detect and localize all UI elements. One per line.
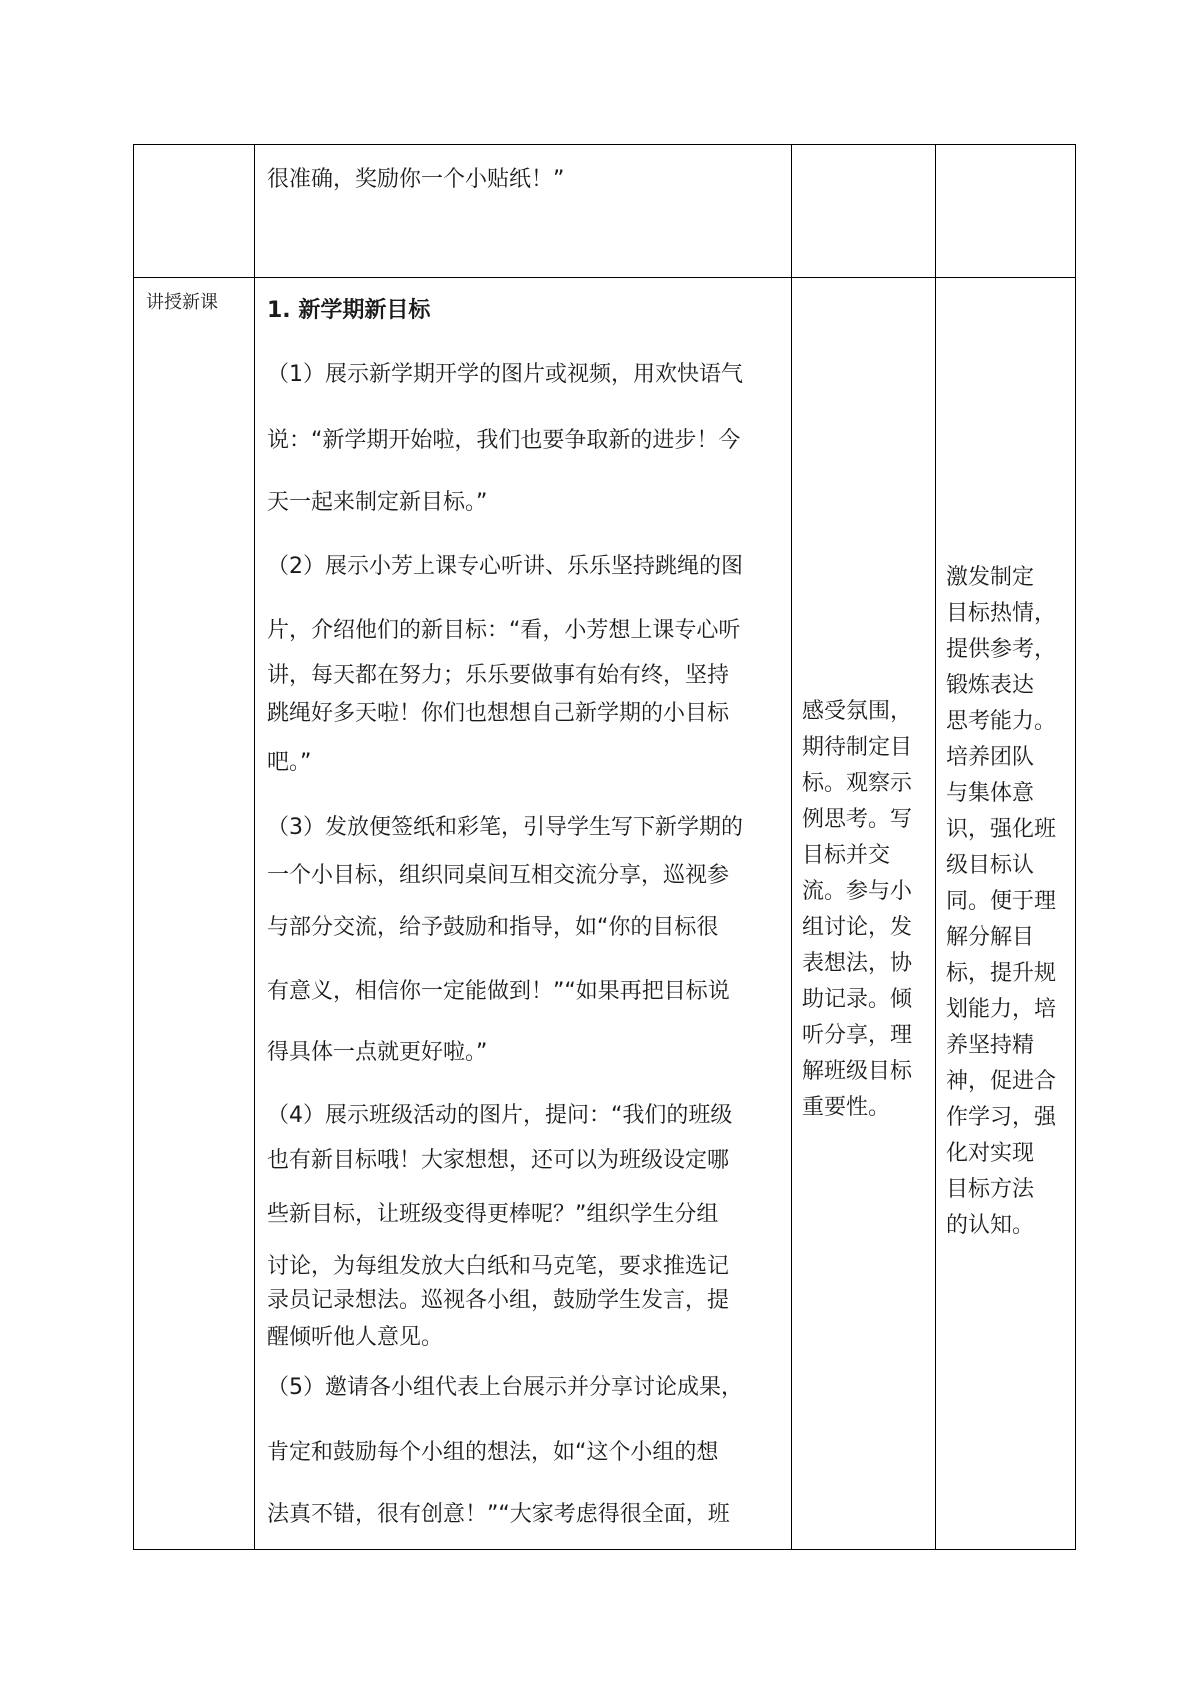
table-border-left (133, 144, 134, 1550)
top-row-content: 很准确，奖励你一个小贴纸！” (267, 167, 565, 192)
activity-line: 听分享，理 (802, 1023, 913, 1048)
design-intent (946, 560, 1076, 1244)
content-line: （1）展示新学期开学的图片或视频，用欢快语气 (267, 362, 743, 387)
intent-line: 思考能力。 (946, 709, 1057, 734)
section-label: 讲授新课 (146, 292, 218, 313)
content-line: 讲，每天都在努力；乐乐要做事有始有终，坚持 (267, 663, 730, 688)
activity-line: 流。参与小 (802, 879, 913, 904)
column-divider-2 (791, 144, 792, 1550)
intent-line: 级目标认 (946, 853, 1035, 878)
intent-line: 划能力，培 (946, 997, 1057, 1022)
content-line: 片，介绍他们的新目标：“看，小芳想上课专心听 (267, 618, 741, 643)
intent-line: 与集体意 (946, 781, 1035, 806)
intent-line: 解分解目 (946, 925, 1035, 950)
content-line: 一个小目标，组织同桌间互相交流分享，巡视参 (267, 863, 730, 888)
student-activity (802, 694, 942, 1126)
activity-line: 解班级目标 (802, 1059, 913, 1084)
content-line: 有意义，相信你一定能做到！”“如果再把目标说 (267, 979, 730, 1004)
section-heading: 1. 新学期新目标 (267, 298, 431, 323)
activity-line: 目标并交 (802, 843, 891, 868)
content-line: （4）展示班级活动的图片，提问：“我们的班级 (267, 1103, 733, 1128)
intent-line: 识，强化班 (946, 817, 1057, 842)
intent-line: 标，提升规 (946, 961, 1057, 986)
content-line: 说：“新学期开始啦，我们也要争取新的进步！今 (267, 428, 741, 453)
intent-line: 激发制定 (946, 565, 1035, 590)
content-line: 得具体一点就更好啦。” (267, 1040, 488, 1065)
content-line: 天一起来制定新目标。” (267, 490, 488, 515)
column-divider-1 (254, 144, 255, 1550)
intent-line: 目标热情， (946, 601, 1057, 626)
content-line: （5）邀请各小组代表上台展示并分享讨论成果， (267, 1375, 743, 1400)
activity-line: 组讨论，发 (802, 915, 913, 940)
intent-line: 作学习，强 (946, 1105, 1057, 1130)
intent-line: 化对实现 (946, 1141, 1035, 1166)
activity-line: 例思考。写 (802, 807, 913, 832)
intent-line: 提供参考， (946, 637, 1057, 662)
content-line: 些新目标，让班级变得更棒呢？”组织学生分组 (267, 1202, 719, 1227)
content-line: 也有新目标哦！大家想想，还可以为班级设定哪 (267, 1148, 730, 1173)
activity-line: 标。观察示 (802, 771, 913, 796)
content-line: 法真不错，很有创意！”“大家考虑得很全面，班 (267, 1502, 730, 1527)
intent-line: 同。便于理 (946, 889, 1057, 914)
intent-line: 目标方法 (946, 1177, 1035, 1202)
content-line: 录员记录想法。巡视各小组，鼓励学生发言，提 (267, 1288, 730, 1313)
content-line: 与部分交流，给予鼓励和指导，如“你的目标很 (267, 915, 719, 940)
intent-line: 神，促进合 (946, 1069, 1057, 1094)
activity-line: 表想法，协 (802, 951, 913, 976)
intent-line: 培养团队 (946, 745, 1035, 770)
activity-line: 助记录。倾 (802, 987, 913, 1012)
content-line: （3）发放便签纸和彩笔，引导学生写下新学期的 (267, 815, 743, 840)
activity-line: 期待制定目 (802, 735, 913, 760)
activity-line: 感受氛围， (802, 699, 913, 724)
intent-line: 锻炼表达 (946, 673, 1035, 698)
content-line: 跳绳好多天啦！你们也想想自己新学期的小目标 (267, 701, 730, 726)
content-line: 讨论，为每组发放大白纸和马克笔，要求推选记 (267, 1254, 730, 1279)
content-line: 醒倾听他人意见。 (267, 1325, 444, 1350)
intent-line: 的认知。 (946, 1213, 1035, 1238)
intent-line: 养坚持精 (946, 1033, 1035, 1058)
content-line: 肯定和鼓励每个小组的想法，如“这个小组的想 (267, 1440, 719, 1465)
content-line: 吧。” (267, 750, 312, 775)
activity-line: 重要性。 (802, 1095, 891, 1120)
content-line: （2）展示小芳上课专心听讲、乐乐坚持跳绳的图 (267, 554, 743, 579)
